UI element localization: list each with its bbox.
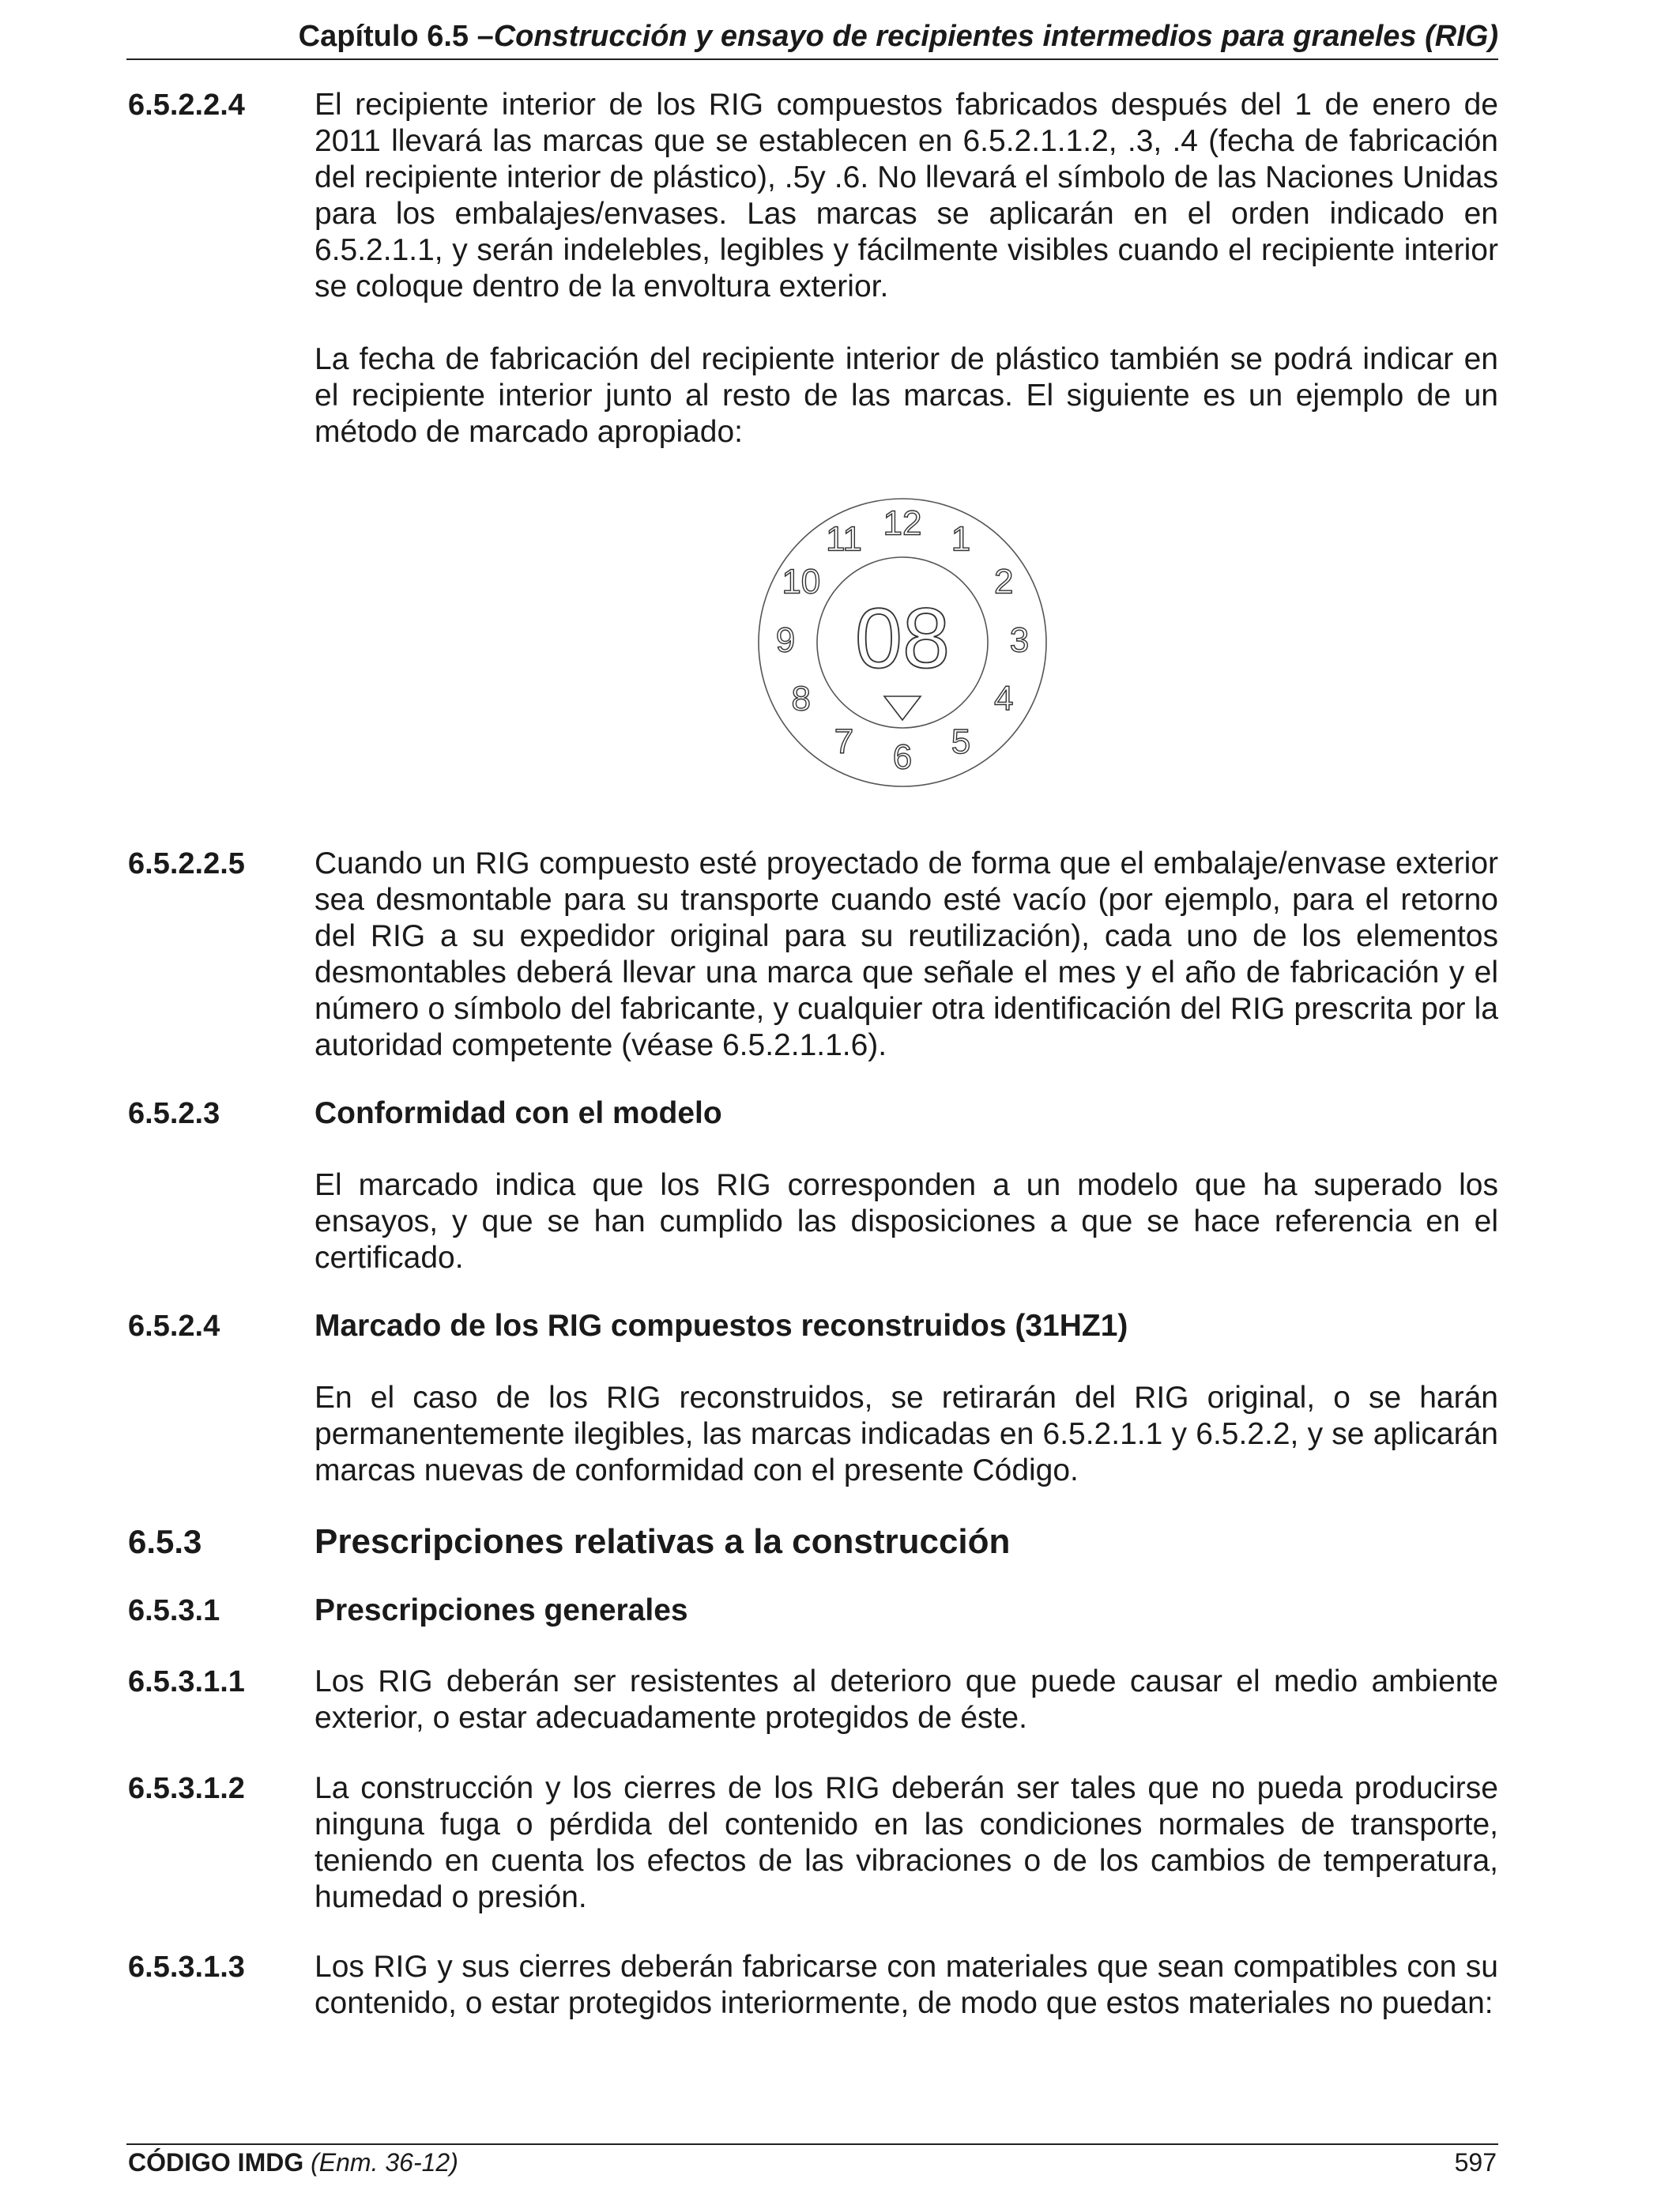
chapter-prefix: Capítulo 6.5 – bbox=[298, 20, 494, 53]
month-label: 4 bbox=[993, 679, 1014, 718]
month-label: 5 bbox=[951, 722, 971, 761]
amendment-label: (Enm. 36-12) bbox=[311, 2148, 458, 2177]
month-label: 8 bbox=[791, 679, 812, 718]
year-label: 08 bbox=[854, 590, 951, 686]
page-number: 597 bbox=[1454, 2148, 1497, 2177]
month-label: 6 bbox=[892, 737, 913, 777]
section-heading: Prescripciones generales bbox=[315, 1593, 688, 1627]
section-paragraph: La fecha de fabricación del recipiente interior de plástico también se podrá indicar en el recipiente interior junto al resto de las marcas. El siguiente es un ejemplo de un método de marcado apropiado: bbox=[315, 342, 1498, 449]
date-mark-symbol bbox=[756, 496, 1049, 789]
month-label: 11 bbox=[826, 519, 862, 559]
section-number: 6.5.3 bbox=[128, 1523, 202, 1560]
page-header bbox=[126, 14, 1498, 60]
section-heading: Conformidad con el modelo bbox=[315, 1096, 722, 1130]
section-paragraph: El recipiente interior de los RIG compuestos fabricados después del 1 de enero de 2011 llevará las marcas que se establecen en 6.5.2.1.1.2, .3, .4 (fecha de fabricación del recipiente interior de plástico), .5y .6. No llevará el símbolo de las Naciones Unidas para los embalajes/envases. Las marcas se aplicarán en el orden indicado en 6.5.2.1.1, y serán indelebles, legibles y fácilmente visibles cuando el recipiente interior se coloque dentro de la envoltura exterior. bbox=[315, 88, 1498, 303]
month-label: 10 bbox=[782, 562, 821, 601]
page-footer bbox=[126, 2143, 1498, 2181]
section-number: 6.5.3.1.2 bbox=[128, 1772, 245, 1805]
triangle-down-icon bbox=[884, 696, 921, 720]
section-number: 6.5.3.1.3 bbox=[128, 1951, 245, 1984]
section-paragraph: Cuando un RIG compuesto esté proyectado de forma que el embalaje/envase exterior sea desmontable para su transporte cuando esté vacío (por ejemplo, para el retorno del RIG a su expedidor original para su reutilización), cada uno de los elementos desmontables deberá llevar una marca que señale el mes y el año de fabricación y el número o símbolo del fabricante, y cualquier otra identificación del RIG prescrita por la autoridad competente (véase 6.5.2.1.1.6). bbox=[315, 846, 1498, 1062]
month-label: 1 bbox=[951, 519, 971, 559]
month-label: 12 bbox=[883, 503, 922, 543]
section-paragraph: Los RIG deberán ser resistentes al deterioro que puede causar el medio ambiente exterior, o estar adecuadamente protegidos de éste. bbox=[315, 1664, 1498, 1735]
month-label: 2 bbox=[993, 562, 1014, 601]
section-paragraph: La construcción y los cierres de los RIG deberán ser tales que no pueda producirse ninguna fuga o pérdida del contenido en las condiciones normales de transporte, teniendo en cuenta los efectos de las vibraciones o de los cambios de temperatura, humedad o presión. bbox=[315, 1771, 1498, 1914]
footer-code bbox=[128, 2148, 458, 2177]
section-heading: Marcado de los RIG compuestos reconstruidos (31HZ1) bbox=[315, 1309, 1128, 1343]
section-number: 6.5.2.3 bbox=[128, 1097, 220, 1130]
chapter-title bbox=[299, 20, 1498, 53]
chapter-name: Construcción y ensayo de recipientes intermedios para graneles (RIG) bbox=[493, 20, 1498, 53]
section-number: 6.5.2.2.4 bbox=[128, 89, 245, 122]
section-paragraph: El marcado indica que los RIG corresponden a un modelo que ha superado los ensayos, y que se han cumplido las disposiciones a que se hace referencia en el certificado. bbox=[315, 1168, 1498, 1275]
section-number: 6.5.3.1.1 bbox=[128, 1665, 245, 1698]
month-label: 3 bbox=[1009, 620, 1030, 660]
section-number: 6.5.3.1 bbox=[128, 1594, 220, 1627]
section-number: 6.5.2.2.5 bbox=[128, 847, 245, 880]
section-heading: Prescripciones relativas a la construcción bbox=[315, 1522, 1011, 1561]
section-number: 6.5.2.4 bbox=[128, 1310, 220, 1343]
code-name: CÓDIGO IMDG bbox=[128, 2148, 304, 2177]
month-label: 9 bbox=[775, 620, 796, 660]
section-paragraph: Los RIG y sus cierres deberán fabricarse con materiales que sean compatibles con su contenido, o estar protegidos interiormente, de modo que estos materiales no puedan: bbox=[315, 1950, 1498, 2020]
section-paragraph: En el caso de los RIG reconstruidos, se retirarán del RIG original, o se harán permanentemente ilegibles, las marcas indicadas en 6.5.2.1.1 y 6.5.2.2, y se aplicarán marcas nuevas de conformidad con el presente Código. bbox=[315, 1381, 1498, 1487]
month-label: 7 bbox=[834, 722, 854, 761]
